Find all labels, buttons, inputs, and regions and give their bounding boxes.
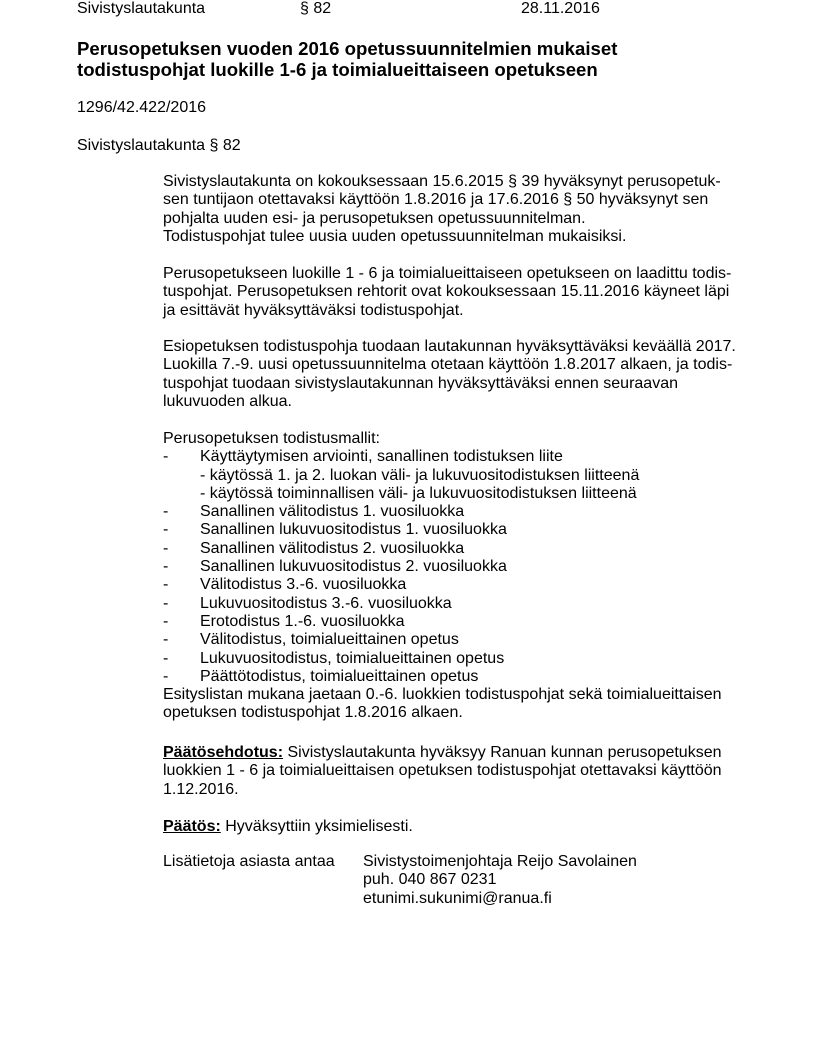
dash-bullet: - [163, 448, 169, 466]
sub-list-item [163, 485, 743, 503]
dash-bullet: - [163, 612, 169, 630]
paragraph-1 [163, 173, 743, 246]
p1-line: Sivistyslautakunta on kokouksessaan 15.6.2015 § 39 hyväksynyt perusopetuk- [163, 173, 721, 190]
list-item [163, 558, 743, 576]
decision-text: Hyväksyttiin yksimielisesti. [220, 818, 413, 835]
board-section: Sivistyslautakunta § 82 [77, 137, 241, 154]
list-item-text: Sanallinen välitodistus 2. vuosiluokka [200, 539, 465, 557]
proposal-line: luokkien 1 - 6 ja toimialueittaisen opetuksen todistuspohjat otettavaksi käyttöön [163, 762, 722, 780]
list-item-text: Sanallinen lukuvuositodistus 2. vuosiluokka [200, 558, 507, 576]
p2-line: ja esittävät hyväksyttäväksi todistuspohjat. [163, 301, 464, 319]
list-item-text: Lukuvuositodistus 3.-6. vuosiluokka [200, 594, 452, 612]
models-footer-line: opetuksen todistuspohjat 1.8.2016 alkaen. [163, 704, 463, 722]
sub-item-text: - käytössä 1. ja 2. luokan väli- ja lukuvuositodistuksen liitteenä [200, 466, 640, 484]
title-line-1: Perusopetuksen vuoden 2016 opetussuunnitelmien mukaiset [77, 38, 618, 59]
dash-bullet: - [163, 521, 169, 539]
dash-bullet: - [163, 631, 169, 649]
list-item-text: Välitodistus, toimialueittainen opetus [200, 631, 459, 649]
p3-line: Esiopetuksen todistuspohja tuodaan lautakunnan hyväksyttäväksi keväällä 2017. [163, 338, 736, 355]
dash-bullet: - [163, 649, 169, 667]
sub-item-text: - käytössä toiminnallisen väli- ja lukuvuositodistuksen liitteenä [200, 484, 637, 502]
list-item-text: Käyttäytymisen arviointi, sanallinen todistuksen liite [200, 448, 563, 466]
header-section: § 82 [300, 0, 332, 17]
list-item [163, 576, 743, 594]
list-item-text: Sanallinen välitodistus 1. vuosiluokka [200, 503, 465, 521]
dash-bullet: - [163, 503, 169, 521]
list-item [163, 448, 743, 466]
p1-line: pohjalta uuden esi- ja perusopetuksen opetussuunnitelman. [163, 209, 586, 227]
models-heading: Perusopetuksen todistusmallit: [163, 430, 380, 447]
sub-list-item [163, 467, 743, 485]
contact-label: Lisätietoja asiasta antaa [163, 853, 335, 870]
title-line-2: todistuspohjat luokille 1-6 ja toimialueittaiseen opetukseen [77, 59, 598, 80]
contact-name: Sivistystoimenjohtaja Reijo Savolainen [363, 853, 637, 870]
contact-phone: puh. 040 867 0231 [363, 871, 497, 889]
list-item-text: Lukuvuositodistus, toimialueittainen opetus [200, 649, 505, 667]
document-title [77, 38, 617, 80]
list-item [163, 503, 743, 521]
p3-line: tuspohjat tuodaan sivistyslautakunnan hyväksyttäväksi ennen seuraavan [163, 374, 678, 392]
header-date: 28.11.2016 [521, 0, 600, 17]
list-item [163, 595, 743, 613]
dash-bullet: - [163, 539, 169, 557]
list-item [163, 631, 743, 649]
record-number: 1296/42.422/2016 [77, 99, 207, 116]
dash-bullet: - [163, 594, 169, 612]
list-item [163, 540, 743, 558]
certificate-models [163, 430, 743, 723]
header-board: Sivistyslautakunta [77, 0, 206, 17]
decision [163, 818, 743, 836]
list-item-text: Päättötodistus, toimialueittainen opetus [200, 667, 479, 685]
p2-line: tuspohjat. Perusopetuksen rehtorit ovat kokouksessaan 15.11.2016 käyneet läpi [163, 283, 730, 301]
p1-line: sen tuntijaon otettavaksi käyttöön 1.8.2016 ja 17.6.2016 § 50 hyväksynyt sen [163, 191, 709, 209]
list-item [163, 650, 743, 668]
dash-bullet: - [163, 667, 169, 685]
decision-label: Päätös: [163, 818, 221, 835]
contact-email: etunimi.sukunimi@ranua.fi [363, 889, 552, 907]
paragraph-2 [163, 265, 743, 320]
proposal-text: Sivistyslautakunta hyväksyy Ranuan kunnan perusopetuksen [283, 744, 722, 761]
list-item-text: Välitodistus 3.-6. vuosiluokka [200, 576, 407, 594]
proposal-line: 1.12.2016. [163, 780, 239, 798]
dash-bullet: - [163, 558, 169, 576]
list-item-text: Sanallinen lukuvuositodistus 1. vuosiluokka [200, 521, 507, 539]
decision-proposal [163, 744, 743, 799]
list-item [163, 668, 743, 686]
list-item-text: Erotodistus 1.-6. vuosiluokka [200, 612, 405, 630]
dash-bullet: - [163, 576, 169, 594]
list-item [163, 521, 743, 539]
paragraph-3 [163, 338, 743, 411]
p2-line: Perusopetukseen luokille 1 - 6 ja toimialueittaiseen opetukseen on laadittu todis- [163, 265, 732, 282]
models-footer-line: Esityslistan mukana jaetaan 0.-6. luokkien todistuspohjat sekä toimialueittaisen [163, 686, 722, 704]
list-item [163, 613, 743, 631]
proposal-label: Päätösehdotus: [163, 744, 284, 761]
p3-line: lukuvuoden alkua. [163, 392, 292, 410]
contact-info [363, 853, 637, 908]
p3-line: Luokilla 7.-9. uusi opetussuunnitelma otetaan käyttöön 1.8.2017 alkaen, ja todis- [163, 356, 733, 374]
p1-line: Todistuspohjat tulee uusia uuden opetussuunnitelman mukaisiksi. [163, 227, 627, 245]
